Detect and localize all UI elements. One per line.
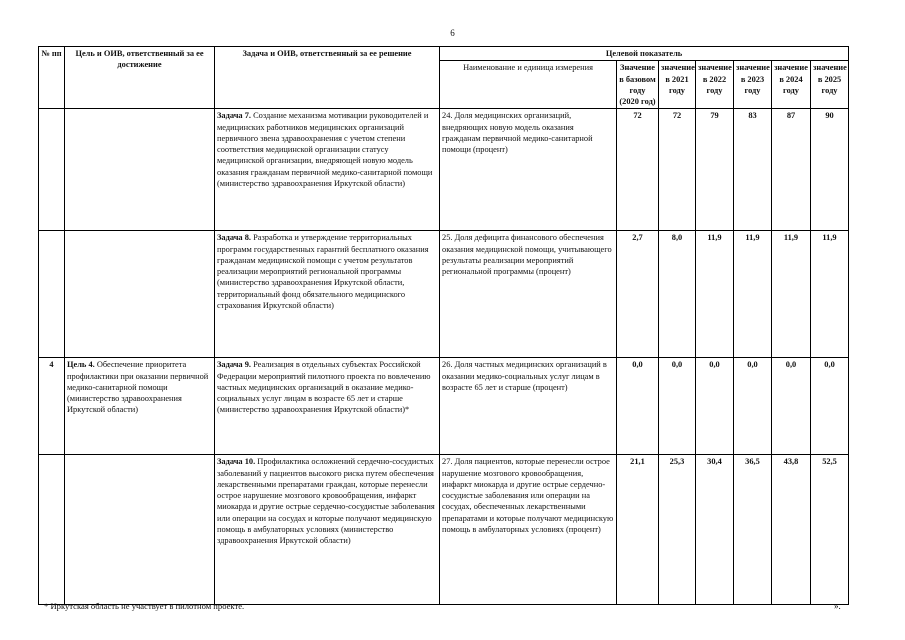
indicator-cell: 26. Доля частных медицинских организаций в оказании медико-социальных услуг лицам в возрасте 65 лет и старше (процент) <box>440 358 617 455</box>
value-2023: 36,5 <box>734 455 772 605</box>
value-2024: 43,8 <box>772 455 811 605</box>
header-value-2022: значение в 2022 году <box>696 61 734 109</box>
footnote: * Иркутская область не участвует в пилотном проекте. <box>44 601 245 611</box>
value-2024: 87 <box>772 109 811 231</box>
page-number: 6 <box>450 28 455 38</box>
header-value-2023: значение в 2023 году <box>734 61 772 109</box>
row-number <box>39 455 65 605</box>
value-2024: 0,0 <box>772 358 811 455</box>
header-target-indicator: Целевой показатель <box>440 47 849 61</box>
goal-text: Обеспечение приоритета профилактики при оказании первичной медико-санитарной помощи (министерство здравоохранения Иркутской области) <box>67 360 209 415</box>
value-2022: 11,9 <box>696 231 734 358</box>
row-number <box>39 231 65 358</box>
header-task: Задача и ОИВ, ответственный за ее решение <box>215 47 440 109</box>
indicator-cell: 24. Доля медицинских организаций, внедряющих новую модель оказания гражданам первичной медико-санитарной помощи (процент) <box>440 109 617 231</box>
goal-cell <box>65 231 215 358</box>
value-2024: 11,9 <box>772 231 811 358</box>
task-label: Задача 10. <box>217 457 256 467</box>
task-label: Задача 8. <box>217 233 251 243</box>
value-2025: 90 <box>811 109 849 231</box>
target-indicators-table <box>38 46 849 605</box>
table-row <box>39 231 849 358</box>
indicator-cell: 25. Доля дефицита финансового обеспечения оказания медицинской помощи, учитывающего результаты реализации мероприятий региональной программы (процент) <box>440 231 617 358</box>
task-text: Профилактика осложнений сердечно-сосудистых заболеваний у пациентов высокого риска путем обеспечения лекарственными препаратами граждан, которые перенесли острое нарушение мозгового кровообращения, инфаркт миокарда и другие острые сердечно-сосудистые заболевания или операции на сосудах и которые получают медицинскую помощь в амбулаторных условиях (министерство здравоохранения Иркутской области) <box>217 457 435 545</box>
table-row <box>39 358 849 455</box>
closing-quote-mark: ». <box>834 601 841 611</box>
header-no: № пп <box>39 47 65 109</box>
task-label: Задача 7. <box>217 111 251 121</box>
table-row <box>39 109 849 231</box>
header-value-2024: значение в 2024 году <box>772 61 811 109</box>
value-2025: 0,0 <box>811 358 849 455</box>
header-row-1 <box>39 47 849 61</box>
value-2021: 25,3 <box>659 455 696 605</box>
header-goal: Цель и ОИВ, ответственный за ее достижение <box>65 47 215 109</box>
task-cell <box>215 231 440 358</box>
value-2023: 0,0 <box>734 358 772 455</box>
value-base: 21,1 <box>617 455 659 605</box>
value-2025: 11,9 <box>811 231 849 358</box>
value-2021: 72 <box>659 109 696 231</box>
value-2023: 11,9 <box>734 231 772 358</box>
header-indicator-name: Наименование и единица измерения <box>440 61 617 109</box>
indicator-cell: 27. Доля пациентов, которые перенесли острое нарушение мозгового кровообращения, инфаркт миокарда и другие острые сердечно-сосудистые заболевания или операции на сосудах, обеспеченных лекарственными препаратами и которые получают медицинскую помощь в амбулаторных условиях (процент) <box>440 455 617 605</box>
value-base: 2,7 <box>617 231 659 358</box>
value-2022: 0,0 <box>696 358 734 455</box>
row-number <box>39 109 65 231</box>
task-cell <box>215 358 440 455</box>
task-text: Разработка и утверждение территориальных программ государственных гарантий бесплатного оказания гражданам медицинской помощи с учетом результатов реализации мероприятий региональной программы (министерство здравоохранения Иркутской области, территориальный фонд обязательного медицинского страхования Иркутской области) <box>217 233 429 310</box>
value-2025: 52,5 <box>811 455 849 605</box>
goal-cell <box>65 358 215 455</box>
value-2023: 83 <box>734 109 772 231</box>
goal-cell <box>65 455 215 605</box>
task-text: Создание механизма мотивации руководителей и медицинских работников медицинских организаций первичного звена здравоохранения с учетом степени соответствия медицинской организации статусу медицинской организации, внедряющей новую модель оказания гражданам первичной медико-санитарной помощи (министерство здравоохранения Иркутской области) <box>217 111 433 188</box>
task-cell <box>215 455 440 605</box>
value-2021: 0,0 <box>659 358 696 455</box>
task-label: Задача 9. <box>217 360 251 370</box>
value-2022: 79 <box>696 109 734 231</box>
row-number: 4 <box>39 358 65 455</box>
header-base-value: Значение в базовом году (2020 год) <box>617 61 659 109</box>
value-base: 72 <box>617 109 659 231</box>
header-value-2021: значение в 2021 году <box>659 61 696 109</box>
value-base: 0,0 <box>617 358 659 455</box>
goal-label: Цель 4. <box>67 360 95 370</box>
table-row <box>39 455 849 605</box>
value-2021: 8,0 <box>659 231 696 358</box>
task-cell <box>215 109 440 231</box>
header-value-2025: значение в 2025 году <box>811 61 849 109</box>
goal-cell <box>65 109 215 231</box>
value-2022: 30,4 <box>696 455 734 605</box>
task-text: Реализация в отдельных субъектах Российской Федерации мероприятий пилотного проекта по вовлечению частных медицинских организаций в оказание медико-социальных услуг лицам в возрасте 65 лет и старше (министерство здравоохранения Иркутской области)* <box>217 360 431 415</box>
